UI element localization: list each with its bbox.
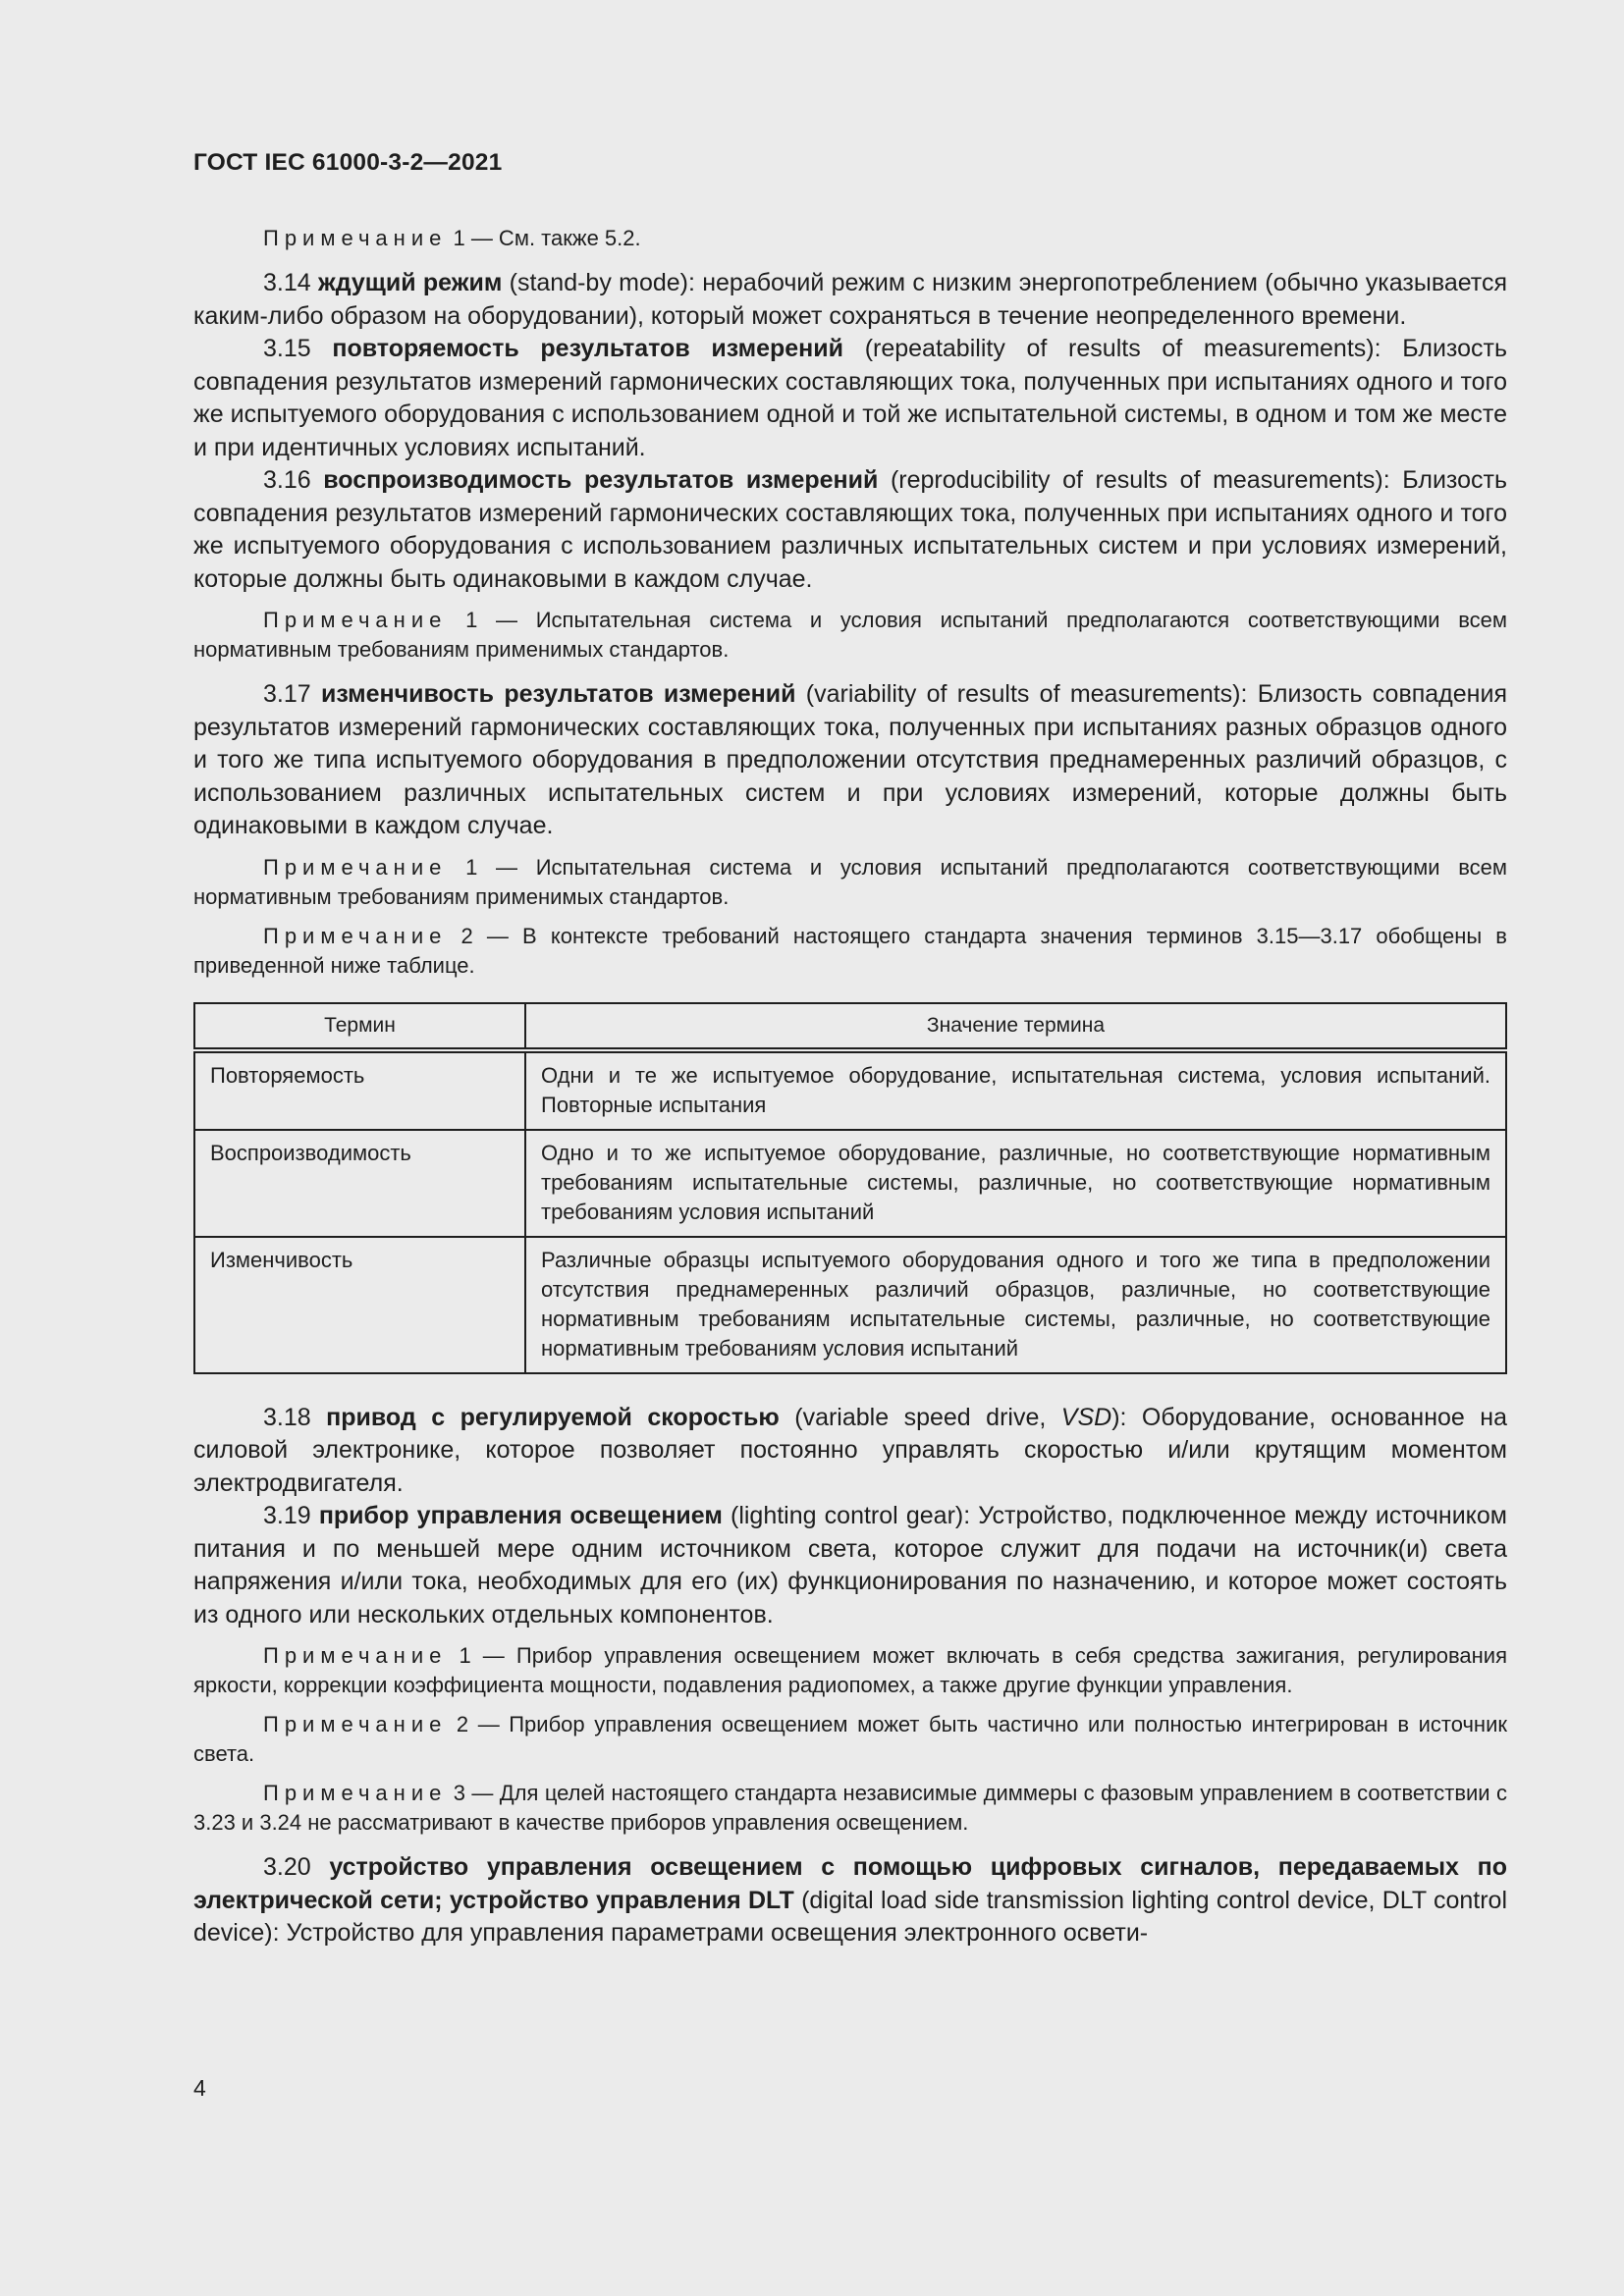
note-3-19-1: [193, 1641, 1507, 1700]
note-label: Примечание: [263, 854, 448, 880]
table-row: [194, 1237, 1506, 1373]
terms-table: [193, 1002, 1507, 1374]
note-text: 1 — Испытательная система и условия испытаний предполагаются соответствующими всем нормативным требованиям применимых стандартов.: [193, 854, 1507, 909]
definition-term: воспроизводимость результатов измерений: [323, 466, 879, 494]
note-text: 1 — См. также 5.2.: [453, 226, 641, 250]
definition-number: 3.16: [263, 466, 311, 494]
table-row: [194, 1050, 1506, 1130]
table-cell-meaning: Одно и то же испытуемое оборудование, различные, но соответствующие нормативным требованиям испытательные системы, различные, но соответствующие нормативным требованиям условия испытаний: [525, 1130, 1506, 1237]
definition-term: устройство управления освещением с помощью цифровых сигналов, передаваемых по электрической сети; устройство управления DLT: [193, 1853, 1507, 1914]
table-header-term: Термин: [194, 1003, 525, 1050]
note-label: Примечание: [263, 1643, 448, 1668]
definition-body-pre: (variable speed drive,: [794, 1403, 1047, 1431]
note-3-17-2: [193, 922, 1507, 981]
definition-term: изменчивость результатов измерений: [320, 680, 796, 708]
note-definition-3-13: [193, 224, 1507, 253]
note-label: Примечание: [263, 608, 448, 632]
definition-3-18: [193, 1402, 1507, 1501]
definition-number: 3.15: [263, 335, 311, 362]
note-3-19-3: [193, 1779, 1507, 1838]
note-label: Примечание: [263, 226, 448, 250]
definition-body: (repeatability of results of measurements): Близость совпадения результатов измерений гармонических составляющих тока, полученных при испытаниях одного и того же испытуемого оборудования с использованием одной и той же испытательной системы, в одном и том же месте и при идентичных условиях испытаний.: [193, 335, 1507, 461]
definition-number: 3.19: [263, 1502, 311, 1529]
definition-term: прибор управления освещением: [318, 1502, 723, 1529]
table-header-meaning: Значение термина: [525, 1003, 1506, 1050]
table-cell-meaning: Различные образцы испытуемого оборудования одного и того же типа в предположении отсутствия преднамеренных различий образцов, различные, но соответствующие нормативным требованиям испытательные системы, различные, но соответствующие нормативным требованиям условия испытаний: [525, 1237, 1506, 1373]
table-row: [194, 1130, 1506, 1237]
definition-abbreviation: VSD: [1060, 1403, 1112, 1431]
note-3-19-2: [193, 1710, 1507, 1769]
document-header: ГОСТ IEC 61000-3-2—2021: [193, 149, 503, 176]
table-cell-term: Повторяемость: [194, 1050, 525, 1130]
page-number: 4: [193, 2075, 206, 2101]
definition-body: (stand-by mode): нерабочий режим с низким энергопотреблением (обычно указывается каким-либо образом на оборудовании), который может сохраняться в течение неопределенного времени.: [193, 269, 1508, 330]
note-text: 1 — Прибор управления освещением может включать в себя средства зажигания, регулирования яркости, коррекции коэффициента мощности, подавления радиопомех, а также другие функции управления.: [193, 1643, 1507, 1697]
note-text: 1 — Испытательная система и условия испытаний предполагаются соответствующими всем нормативным требованиям применимых стандартов.: [193, 608, 1507, 662]
definition-3-14: [193, 267, 1507, 333]
table-cell-term: Воспроизводимость: [194, 1130, 525, 1237]
definition-body: ): Оборудование, основанное на силовой электронике, которое позволяет постоянно управлять скоростью и/или крутящим моментом электродвигателя.: [193, 1403, 1507, 1497]
definition-term: привод с регулируемой скоростью: [326, 1403, 780, 1431]
note-text: 2 — Прибор управления освещением может быть частично или полностью интегрирован в источник света.: [193, 1712, 1507, 1766]
definition-3-20: [193, 1851, 1507, 1950]
definition-body: (reproducibility of results of measurements): Близость совпадения результатов измерений гармонических составляющих тока, полученных при испытаниях одного и того же испытуемого оборудования с использованием различных испытательных систем и при условиях измерений, которые должны быть одинаковыми в каждом случае.: [193, 466, 1507, 593]
note-label: Примечание: [263, 923, 448, 948]
definition-number: 3.18: [263, 1403, 311, 1431]
note-label: Примечание: [263, 1712, 448, 1736]
definition-number: 3.17: [263, 680, 311, 708]
definition-3-16: [193, 464, 1507, 596]
definition-term: повторяемость результатов измерений: [332, 335, 843, 362]
note-text: 3 — Для целей настоящего стандарта независимые диммеры с фазовым управлением в соответствии с 3.23 и 3.24 не рассматривают в качестве приборов управления освещением.: [193, 1781, 1507, 1835]
note-3-17-1: [193, 853, 1507, 912]
definition-3-19: [193, 1500, 1507, 1631]
definition-body: (lighting control gear): Устройство, подключенное между источником питания и по меньшей мере одним источником света, которое служит для подачи на источник(и) света напряжения и/или тока, необходимых для его (их) функционирования по назначению, и которое может состоять из одного или нескольких отдельных компонентов.: [193, 1502, 1507, 1629]
table-cell-term: Изменчивость: [194, 1237, 525, 1373]
definition-body: (digital load side transmission lighting control device, DLT control device): Устройство для управления параметрами освещения электронного освети-: [193, 1886, 1507, 1947]
note-3-16: [193, 606, 1507, 665]
definition-3-15: [193, 333, 1507, 464]
document-body: [193, 224, 1507, 1950]
definition-term: ждущий режим: [317, 269, 503, 296]
table-cell-meaning: Одни и те же испытуемое оборудование, испытательная система, условия испытаний. Повторные испытания: [525, 1050, 1506, 1130]
note-text: 2 — В контексте требований настоящего стандарта значения терминов 3.15—3.17 обобщены в приведенной ниже таблице.: [193, 923, 1507, 978]
note-label: Примечание: [263, 1781, 448, 1805]
definition-body: (variability of results of measurements): Близость совпадения результатов измерений гармонических составляющих тока, полученных при испытаниях разных образцов одного и того же типа испытуемого оборудования в предположении отсутствия преднамеренных различий образцов, с использованием различных испытательных систем и при условиях измерений, которые должны быть одинаковыми в каждом случае.: [193, 680, 1507, 839]
definition-number: 3.20: [263, 1853, 311, 1881]
definition-3-17: [193, 678, 1507, 843]
table-header-row: [194, 1003, 1506, 1050]
definition-number: 3.14: [263, 269, 311, 296]
